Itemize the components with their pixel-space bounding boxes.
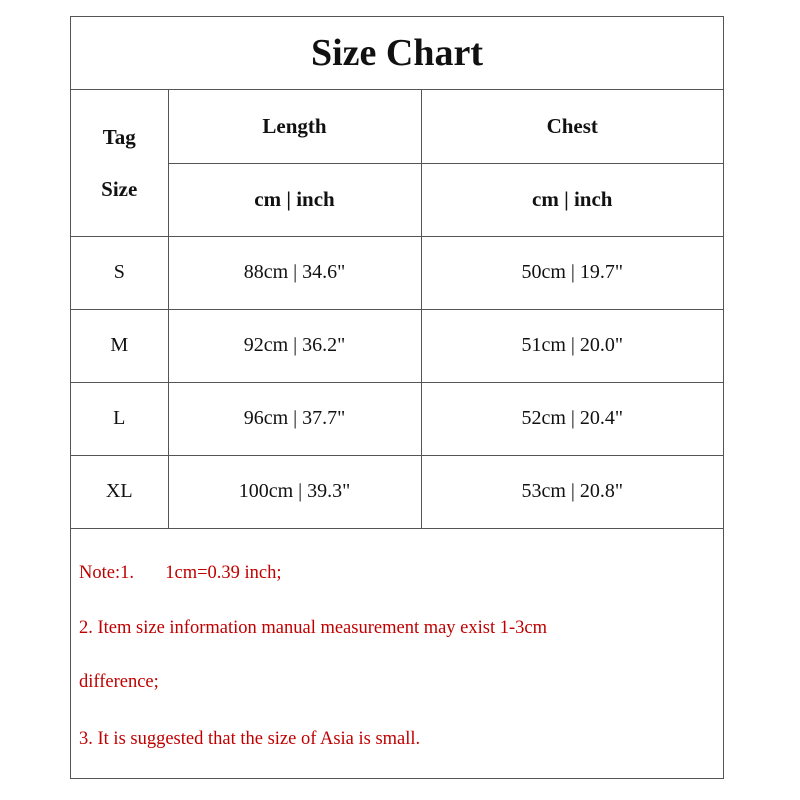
length-cell: 92cm | 36.2" bbox=[168, 309, 421, 382]
chest-cell: 52cm | 20.4" bbox=[421, 382, 723, 455]
chest-cell: 51cm | 20.0" bbox=[421, 309, 723, 382]
tag-size-header-line1: Tag bbox=[102, 124, 136, 149]
page-title: Size Chart bbox=[71, 17, 723, 90]
size-chart-frame bbox=[70, 16, 724, 779]
chest-unit-header: cm | inch bbox=[421, 163, 723, 236]
tag-size-header bbox=[71, 90, 168, 236]
chest-cell: 50cm | 19.7" bbox=[421, 236, 723, 309]
size-cell: L bbox=[71, 382, 168, 455]
header-row bbox=[71, 90, 723, 163]
length-cell: 100cm | 39.3" bbox=[168, 455, 421, 528]
length-cell: 88cm | 34.6" bbox=[168, 236, 421, 309]
note-3: 3. It is suggested that the size of Asia is small. bbox=[79, 729, 421, 749]
table-row bbox=[71, 382, 723, 455]
note-1-text: 1cm=0.39 inch; bbox=[165, 563, 282, 583]
size-cell: S bbox=[71, 236, 168, 309]
chest-cell: 53cm | 20.8" bbox=[421, 455, 723, 528]
unit-row bbox=[71, 163, 723, 236]
note-1-prefix: Note:1. bbox=[79, 563, 134, 583]
length-cell: 96cm | 37.7" bbox=[168, 382, 421, 455]
length-unit-header: cm | inch bbox=[168, 163, 421, 236]
length-header: Length bbox=[168, 90, 421, 163]
size-cell: XL bbox=[71, 455, 168, 528]
size-cell: M bbox=[71, 309, 168, 382]
note-2-line-2: difference; bbox=[79, 672, 159, 692]
note-2-line-1: 2. Item size information manual measurement may exist 1-3cm bbox=[79, 618, 548, 638]
table-row bbox=[71, 455, 723, 528]
table-row bbox=[71, 236, 723, 309]
chest-header: Chest bbox=[421, 90, 723, 163]
note-1 bbox=[79, 563, 282, 584]
size-table bbox=[71, 90, 723, 529]
tag-size-header-line2: Size bbox=[101, 176, 138, 201]
table-row bbox=[71, 309, 723, 382]
